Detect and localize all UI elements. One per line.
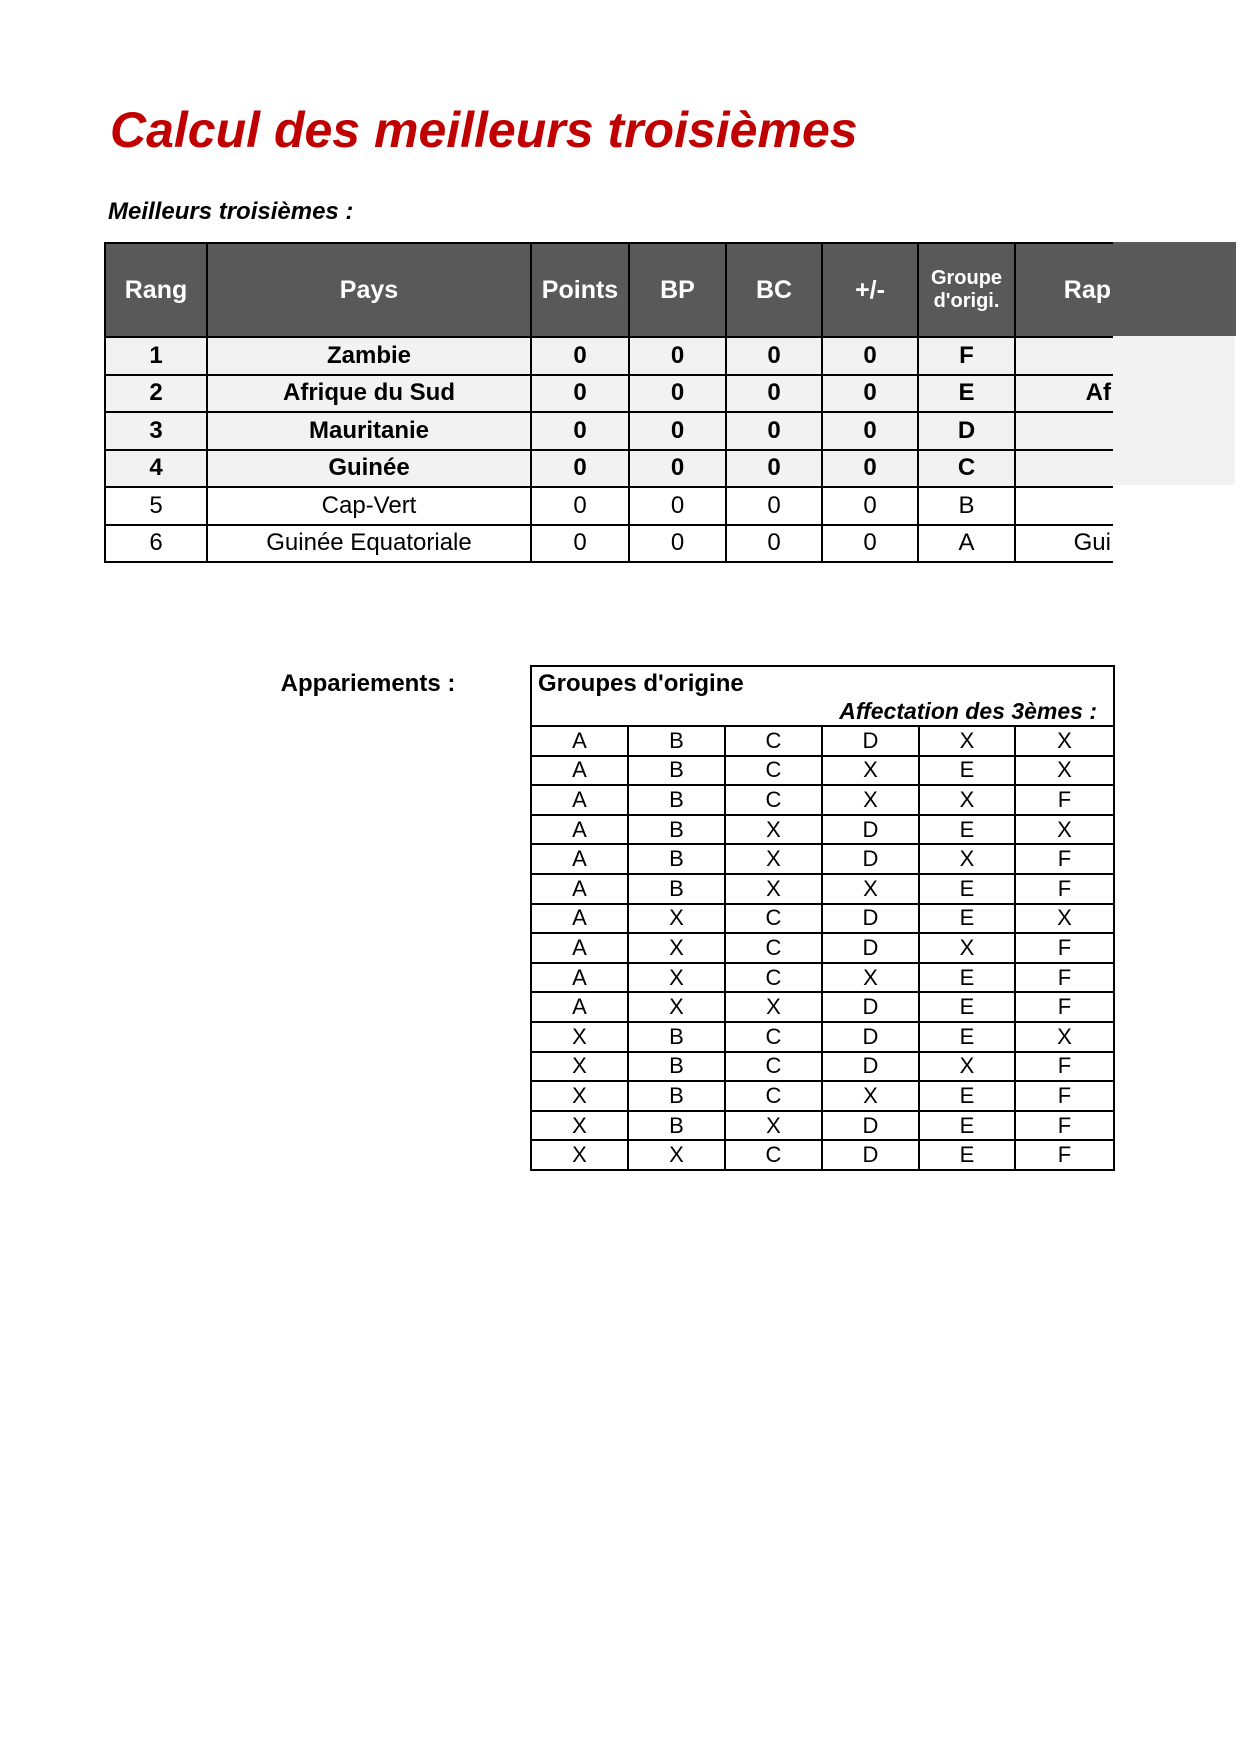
standings-cell-bc: 0 <box>726 525 822 563</box>
pairings-cell: X <box>628 963 725 993</box>
pairings-cell: E <box>919 904 1015 934</box>
pairings-cell: D <box>822 1140 919 1170</box>
pairings-subtitle: Affectation des 3èmes : <box>839 698 1097 724</box>
standings-cell-bc: 0 <box>726 337 822 375</box>
standings-header-row <box>105 243 1113 337</box>
standings-cell-points: 0 <box>531 525 629 563</box>
pairings-row <box>531 1081 1114 1111</box>
standings-cell-rappel: Gui <box>1015 525 1113 563</box>
pairings-cell: C <box>725 756 822 786</box>
pairings-cell: C <box>725 1052 822 1082</box>
pairings-row <box>531 1140 1114 1170</box>
pairings-cell: E <box>919 1111 1015 1141</box>
pairings-cell: E <box>919 874 1015 904</box>
standings-cell-rappel <box>1015 450 1113 488</box>
standings-cell-points: 0 <box>531 487 629 525</box>
pairings-row <box>531 933 1114 963</box>
standings-header-rappel-clipped: Rap <box>1015 243 1113 337</box>
pairings-cell: A <box>531 933 628 963</box>
standings-cell-diff: 0 <box>822 487 918 525</box>
standings-header-diff: +/- <box>822 243 918 337</box>
standings-cell-bp: 0 <box>629 375 726 413</box>
standings-cell-pays: Zambie <box>207 337 531 375</box>
standings-cell-rang: 3 <box>105 412 207 450</box>
pairings-cell: X <box>725 1111 822 1141</box>
pairings-cell: A <box>531 756 628 786</box>
pairings-header-cell <box>531 666 1114 726</box>
standings-cell-rappel: Af <box>1015 375 1113 413</box>
pairings-cell: B <box>628 1052 725 1082</box>
pairings-row <box>531 726 1114 756</box>
pairings-row <box>531 844 1114 874</box>
pairings-cell: F <box>1015 933 1114 963</box>
standings-cell-pays: Cap-Vert <box>207 487 531 525</box>
pairings-cell: B <box>628 844 725 874</box>
standings-cell-pays: Mauritanie <box>207 412 531 450</box>
standings-cell-diff: 0 <box>822 450 918 488</box>
pairings-cell: X <box>822 963 919 993</box>
pairings-cell: D <box>822 815 919 845</box>
pairings-cell: D <box>822 992 919 1022</box>
standings-cell-points: 0 <box>531 450 629 488</box>
pairings-cell: C <box>725 933 822 963</box>
pairings-row <box>531 815 1114 845</box>
pairings-row <box>531 756 1114 786</box>
pairings-cell: X <box>531 1140 628 1170</box>
pairings-cell: D <box>822 904 919 934</box>
standings-cell-bp: 0 <box>629 450 726 488</box>
pairings-cell: X <box>1015 1022 1114 1052</box>
standings-row <box>105 487 1113 525</box>
pairings-cell: B <box>628 1111 725 1141</box>
standings-cell-rang: 4 <box>105 450 207 488</box>
standings-cell-bp: 0 <box>629 487 726 525</box>
standings-cell-points: 0 <box>531 412 629 450</box>
standings-cell-diff: 0 <box>822 412 918 450</box>
pairings-cell: E <box>919 815 1015 845</box>
standings-cell-groupe: F <box>918 337 1015 375</box>
pairings-cell: X <box>919 1052 1015 1082</box>
pairings-row <box>531 904 1114 934</box>
pairings-title: Groupes d'origine <box>538 670 744 697</box>
page-title: Calcul des meilleurs troisièmes <box>110 102 858 158</box>
standings-cell-groupe: D <box>918 412 1015 450</box>
pairings-cell: A <box>531 785 628 815</box>
pairings-cell: C <box>725 963 822 993</box>
pairings-cell: C <box>725 726 822 756</box>
standings-row <box>105 525 1113 563</box>
pairings-cell: X <box>531 1022 628 1052</box>
pairings-cell: X <box>725 844 822 874</box>
pairings-cell: C <box>725 1140 822 1170</box>
standings-cell-rang: 1 <box>105 337 207 375</box>
pairings-cell: F <box>1015 1081 1114 1111</box>
pairings-cell: A <box>531 904 628 934</box>
standings-row <box>105 450 1113 488</box>
pairings-row <box>531 874 1114 904</box>
standings-cell-rang: 2 <box>105 375 207 413</box>
pairings-cell: A <box>531 726 628 756</box>
standings-cell-rang: 5 <box>105 487 207 525</box>
pairings-cell: F <box>1015 963 1114 993</box>
standings-row <box>105 412 1113 450</box>
pairings-cell: A <box>531 992 628 1022</box>
pairings-cell: X <box>822 874 919 904</box>
pairings-cell: X <box>1015 726 1114 756</box>
standings-header-groupe: Groupe d'origi. <box>918 243 1015 337</box>
pairings-cell: C <box>725 904 822 934</box>
standings-cell-bc: 0 <box>726 450 822 488</box>
pairings-cell: X <box>725 815 822 845</box>
standings-cell-rappel <box>1015 412 1113 450</box>
pairings-cell: X <box>822 756 919 786</box>
pairings-cell: D <box>822 1022 919 1052</box>
pairings-cell: X <box>822 785 919 815</box>
pairings-cell: E <box>919 756 1015 786</box>
appariements-label: Appariements : <box>280 670 456 697</box>
standings-row <box>105 375 1113 413</box>
header-fill-bleed <box>1112 242 1236 336</box>
pairings-cell: B <box>628 726 725 756</box>
pairings-cell: B <box>628 1022 725 1052</box>
pairings-table <box>530 665 1115 1171</box>
pairings-header-row <box>531 666 1114 726</box>
pairings-cell: X <box>531 1111 628 1141</box>
pairings-cell: F <box>1015 992 1114 1022</box>
standings-cell-groupe: E <box>918 375 1015 413</box>
standings-cell-rappel <box>1015 337 1113 375</box>
standings-cell-bp: 0 <box>629 525 726 563</box>
standings-cell-groupe: C <box>918 450 1015 488</box>
pairings-cell: D <box>822 933 919 963</box>
pairings-cell: C <box>725 1022 822 1052</box>
standings-header-bp: BP <box>629 243 726 337</box>
pairings-cell: E <box>919 1081 1015 1111</box>
pairings-cell: A <box>531 815 628 845</box>
pairings-cell: X <box>1015 756 1114 786</box>
pairings-cell: E <box>919 963 1015 993</box>
pairings-cell: F <box>1015 1111 1114 1141</box>
standings-table <box>104 242 1113 563</box>
standings-cell-diff: 0 <box>822 525 918 563</box>
standings-cell-diff: 0 <box>822 337 918 375</box>
pairings-cell: A <box>531 963 628 993</box>
standings-row <box>105 337 1113 375</box>
standings-header-pays: Pays <box>207 243 531 337</box>
pairings-cell: B <box>628 1081 725 1111</box>
pairings-cell: X <box>531 1052 628 1082</box>
pairings-row <box>531 1022 1114 1052</box>
pairings-cell: X <box>919 933 1015 963</box>
pairings-cell: F <box>1015 874 1114 904</box>
pairings-cell: F <box>1015 1052 1114 1082</box>
pairings-cell: D <box>822 844 919 874</box>
pairings-cell: D <box>822 1052 919 1082</box>
pairings-cell: B <box>628 815 725 845</box>
standings-cell-rappel <box>1015 487 1113 525</box>
standings-cell-bp: 0 <box>629 412 726 450</box>
pairings-cell: X <box>725 874 822 904</box>
standings-header-rang: Rang <box>105 243 207 337</box>
standings-header-bc: BC <box>726 243 822 337</box>
pairings-cell: C <box>725 785 822 815</box>
highlight-fill-bleed <box>1112 336 1235 485</box>
standings-cell-groupe: A <box>918 525 1015 563</box>
pairings-cell: X <box>628 992 725 1022</box>
pairings-cell: B <box>628 785 725 815</box>
pairings-cell: E <box>919 1022 1015 1052</box>
pairings-cell: X <box>725 992 822 1022</box>
standings-cell-bp: 0 <box>629 337 726 375</box>
page-subtitle: Meilleurs troisièmes : <box>108 198 354 225</box>
pairings-cell: D <box>822 1111 919 1141</box>
standings-cell-pays: Guinée <box>207 450 531 488</box>
standings-cell-diff: 0 <box>822 375 918 413</box>
pairings-cell: D <box>822 726 919 756</box>
pairings-cell: X <box>919 726 1015 756</box>
standings-header-points: Points <box>531 243 629 337</box>
pairings-cell: E <box>919 992 1015 1022</box>
pairings-cell: B <box>628 874 725 904</box>
pairings-cell: X <box>628 904 725 934</box>
pairings-row <box>531 1052 1114 1082</box>
pairings-cell: X <box>919 844 1015 874</box>
pairings-cell: X <box>628 1140 725 1170</box>
pairings-cell: C <box>725 1081 822 1111</box>
pairings-cell: X <box>822 1081 919 1111</box>
pairings-row <box>531 963 1114 993</box>
pairings-cell: X <box>919 785 1015 815</box>
pairings-cell: X <box>1015 815 1114 845</box>
pairings-row <box>531 1111 1114 1141</box>
pairings-cell: E <box>919 1140 1015 1170</box>
standings-cell-groupe: B <box>918 487 1015 525</box>
pairings-cell: F <box>1015 785 1114 815</box>
standings-cell-pays: Afrique du Sud <box>207 375 531 413</box>
pairings-cell: B <box>628 756 725 786</box>
pairings-cell: X <box>628 933 725 963</box>
pairings-cell: A <box>531 874 628 904</box>
pairings-row <box>531 785 1114 815</box>
standings-cell-pays: Guinée Equatoriale <box>207 525 531 563</box>
pairings-row <box>531 992 1114 1022</box>
standings-cell-points: 0 <box>531 375 629 413</box>
pairings-cell: A <box>531 844 628 874</box>
standings-cell-bc: 0 <box>726 375 822 413</box>
standings-cell-bc: 0 <box>726 487 822 525</box>
pairings-cell: F <box>1015 844 1114 874</box>
pairings-cell: X <box>1015 904 1114 934</box>
standings-cell-rang: 6 <box>105 525 207 563</box>
pairings-cell: F <box>1015 1140 1114 1170</box>
standings-cell-bc: 0 <box>726 412 822 450</box>
pairings-cell: X <box>531 1081 628 1111</box>
standings-cell-points: 0 <box>531 337 629 375</box>
